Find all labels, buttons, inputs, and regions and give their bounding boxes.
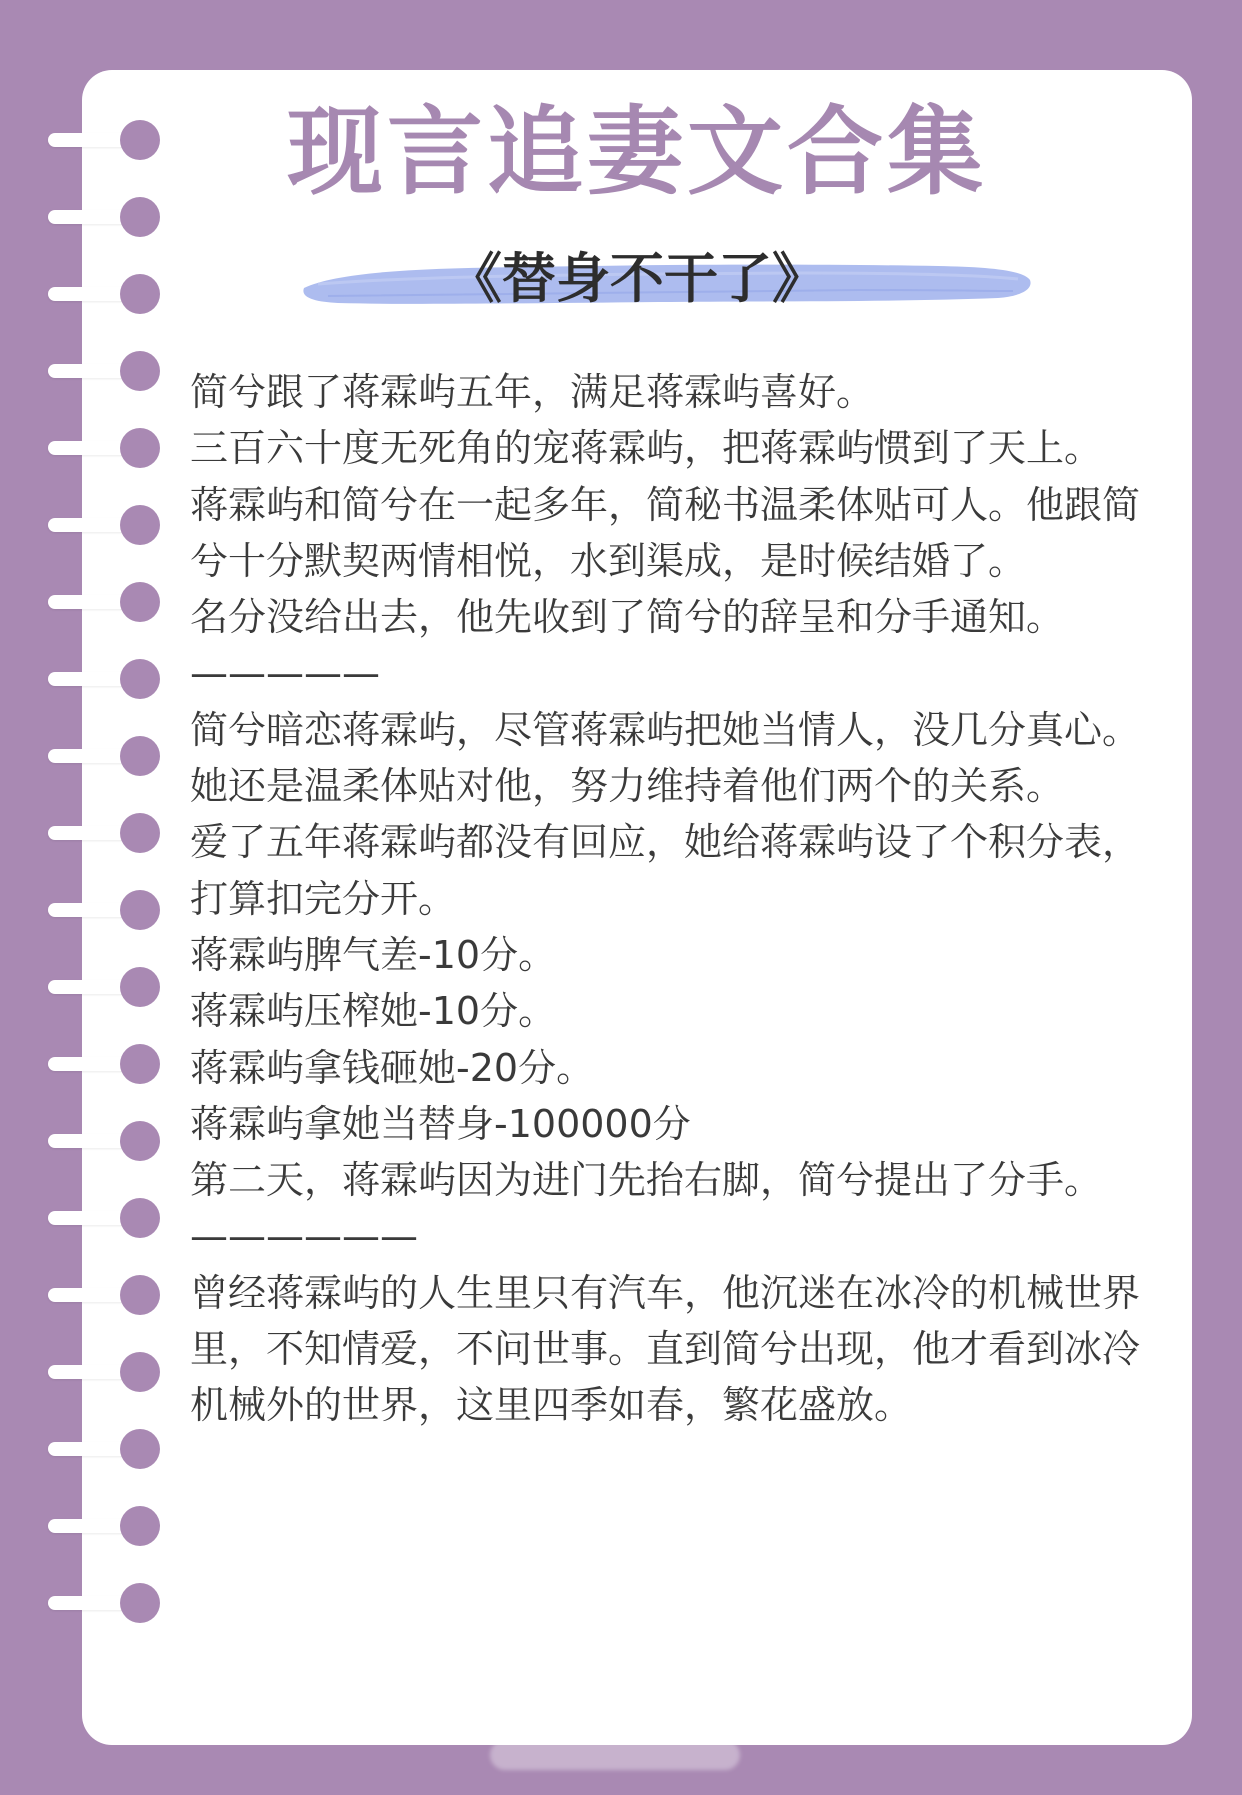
- paragraph: 蒋霖屿和简兮在一起多年，简秘书温柔体贴可人。他跟简兮十分默契两情相悦，水到渠成，是时候结婚了。: [190, 482, 1141, 583]
- book-title: 《替身不干了》: [448, 246, 826, 310]
- paragraph: 蒋霖屿脾气差-10分。: [190, 932, 557, 977]
- divider-dashes: ——————: [190, 1214, 418, 1259]
- paragraph: 蒋霖屿拿钱砸她-20分。: [190, 1045, 595, 1090]
- synopsis-text: [190, 364, 1156, 1434]
- paragraph: 蒋霖屿压榨她-10分。: [190, 989, 557, 1034]
- paragraph: 蒋霖屿拿她当替身-100000分: [190, 1101, 691, 1146]
- paragraph: 曾经蒋霖屿的人生里只有汽车，他沉迷在冰冷的机械世界里，不知情爱，不问世事。直到简兮出现，他才看到冰冷机械外的世界，这里四季如春，繁花盛放。: [190, 1270, 1141, 1428]
- paragraph: 简兮跟了蒋霖屿五年，满足蒋霖屿喜好。: [190, 370, 875, 414]
- paragraph: 爱了五年蒋霖屿都没有回应，她给蒋霖屿设了个积分表，打算扣完分开。: [190, 820, 1141, 921]
- paragraph: 名分没给出去，他先收到了简兮的辞呈和分手通知。: [190, 595, 1065, 640]
- page-title: 现言追妻文合集: [287, 96, 987, 208]
- paragraph: 第二天，蒋霖屿因为进门先抬右脚，简兮提出了分手。: [190, 1158, 1103, 1203]
- watermark: [490, 1740, 740, 1770]
- paragraph: 三百六十度无死角的宠蒋霖屿，把蒋霖屿惯到了天上。: [190, 426, 1103, 471]
- paragraph: 简兮暗恋蒋霖屿，尽管蒋霖屿把她当情人，没几分真心。她还是温柔体贴对他，努力维持着他们两个的关系。: [190, 707, 1141, 809]
- divider-dashes: —————: [190, 651, 380, 696]
